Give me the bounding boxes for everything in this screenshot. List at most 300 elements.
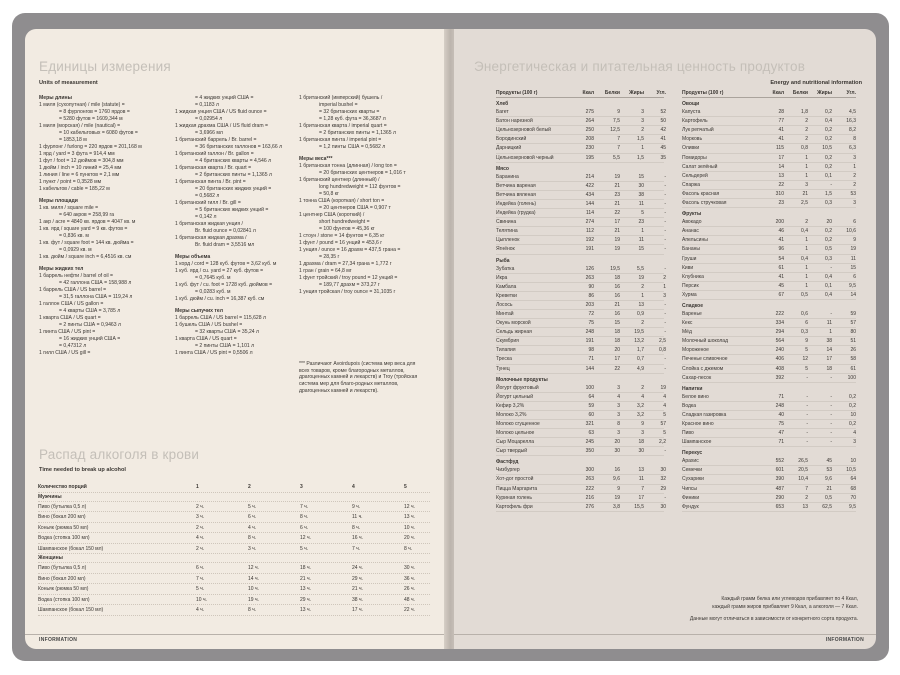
product-cell: Ягнёнок: [496, 246, 515, 253]
value-cell: 11: [638, 200, 644, 207]
table-row: [496, 135, 664, 144]
unit-line: 1 пинта США / US pint = 0,5506 л: [175, 350, 253, 356]
value-cell: 15: [638, 246, 644, 253]
value-cell: 0,2: [825, 228, 832, 235]
value-cell: 3: [641, 118, 644, 125]
product-cell: Финики: [682, 494, 700, 501]
table-row: [496, 274, 664, 283]
alcohol-title: Распад алкоголя в крови: [39, 447, 200, 462]
table-row: [38, 502, 430, 513]
unit-line: = 0,02954 л: [195, 116, 223, 122]
unit-line: = 4 кварты США = 3,785 л: [59, 308, 121, 314]
value-cell: 0,8: [659, 347, 666, 354]
product-cell: Цельнозерновой черный: [496, 154, 554, 161]
unit-line: = 4 британских кварты = 4,546 л: [195, 158, 272, 164]
group-name: Женщины: [38, 555, 63, 561]
value-cell: 1: [805, 163, 808, 170]
column-header: Белки: [604, 90, 620, 96]
table-row: [682, 337, 856, 346]
value-cell: 10,6: [846, 228, 856, 235]
value-cell: 9: [617, 485, 620, 492]
unit-line: 1 пункт / point = 0,3528 мм: [39, 179, 102, 185]
value-cell: 70: [850, 494, 856, 501]
footer-line-right: [454, 634, 876, 635]
category-heading: [496, 98, 664, 108]
product-header: Продукты (100 г): [682, 90, 724, 96]
value-cell: 51: [850, 338, 856, 345]
value-cell: 62,5: [822, 503, 832, 510]
value-cell: 17: [614, 219, 620, 226]
product-cell: Телятина: [496, 228, 518, 235]
table-row: [496, 126, 664, 135]
unit-line: = 2 пинты США = 0,9463 л: [59, 322, 121, 328]
value-cell: 90: [588, 283, 594, 290]
table-row: [496, 108, 664, 117]
value-cell: 3: [663, 292, 666, 299]
value-cell: 80: [850, 329, 856, 336]
unit-line: = 640 акров = 258,99 га: [59, 212, 115, 218]
product-cell: Капуста: [682, 109, 701, 116]
unit-line: 1 британская тонна (длинная) / long ton =: [299, 163, 397, 169]
product-cell: Фасоль стручковая: [682, 200, 727, 207]
value-cell: -: [664, 365, 666, 372]
table-row: [682, 438, 856, 447]
value-cell: 71: [588, 356, 594, 363]
value-cell: 3,2: [637, 402, 644, 409]
value-cell: 26,5: [798, 458, 808, 465]
unit-line: = 1,28 куб. фута = 36,3687 л: [319, 116, 386, 122]
value-cell: -: [806, 421, 808, 427]
value-cell: 18: [614, 329, 620, 336]
nutrition-subtitle: Energy and nutritional information: [770, 80, 862, 86]
product-cell: Цельнозерновой белый: [496, 127, 551, 134]
value-cell: 248: [775, 402, 784, 409]
value-cell: 222: [585, 485, 594, 492]
time-cell: 4 ч.: [196, 607, 205, 613]
value-cell: 274: [585, 219, 594, 226]
value-cell: 19: [614, 494, 620, 501]
time-cell: 7 ч.: [352, 545, 361, 552]
table-header: [682, 89, 856, 98]
value-cell: -: [664, 448, 666, 455]
unit-line: 1 фунт тройский / troy pound = 12 унций =: [299, 275, 398, 281]
value-cell: 5: [805, 347, 808, 354]
product-cell: Минтай: [496, 310, 514, 317]
value-cell: -: [830, 402, 832, 409]
value-cell: 41: [778, 273, 784, 280]
alcohol-table: [38, 482, 430, 616]
value-cell: 2: [805, 219, 808, 226]
time-cell: 8 ч.: [248, 607, 257, 613]
time-cell: 48 ч.: [404, 596, 415, 603]
value-cell: 653: [775, 503, 784, 510]
value-cell: 5,5: [637, 265, 644, 272]
value-cell: 0,4: [825, 291, 832, 298]
unit-line: short hundredweight =: [319, 219, 370, 225]
table-row: [38, 523, 430, 534]
left-footer: INFORMATION: [39, 637, 78, 643]
drink-cell: Пиво (бутылка 0,5 л): [38, 565, 87, 571]
value-cell: 57: [850, 320, 856, 327]
value-cell: 2: [805, 118, 808, 125]
value-cell: 42: [660, 127, 666, 134]
table-row: [496, 245, 664, 254]
value-cell: 9: [641, 421, 644, 427]
nutrition-title: Энергетическая и питательная ценность продуктов: [474, 59, 806, 74]
value-cell: 2: [641, 283, 644, 290]
product-cell: Арахис: [682, 458, 699, 465]
value-cell: 10: [850, 411, 856, 418]
time-cell: 8 ч.: [300, 514, 309, 520]
time-cell: 4 ч.: [196, 535, 205, 541]
category-name: Хлеб: [496, 101, 509, 108]
value-cell: -: [806, 439, 808, 446]
value-cell: -: [830, 310, 832, 317]
value-cell: -: [664, 246, 666, 253]
value-cell: 3: [853, 154, 856, 161]
category-name: Фастфуд: [496, 459, 519, 466]
table-row: [496, 319, 664, 328]
value-cell: 67: [778, 291, 784, 298]
table-header: [496, 89, 664, 98]
value-cell: 9,5: [849, 282, 856, 289]
value-cell: 46: [778, 228, 784, 235]
category-heading: [682, 208, 856, 218]
value-cell: 0,2: [825, 163, 832, 170]
product-cell: Йогурт цельный: [496, 393, 534, 400]
value-cell: 3: [641, 109, 644, 116]
value-cell: 17: [638, 494, 644, 501]
table-row: [682, 163, 856, 172]
value-cell: 264: [585, 118, 594, 125]
table-row: [38, 584, 430, 595]
value-cell: 14: [778, 163, 784, 170]
value-cell: 52: [660, 109, 666, 116]
value-cell: -: [830, 393, 832, 400]
unit-line: 1 кабельтов / cable = 185,22 м: [39, 186, 110, 192]
time-cell: 3 ч.: [196, 514, 205, 520]
product-cell: Помидоры: [682, 154, 707, 161]
value-cell: 300: [585, 467, 594, 474]
value-cell: 1: [805, 172, 808, 179]
category-name: Перекус: [682, 450, 703, 457]
product-cell: Йогурт фруктовый: [496, 384, 539, 391]
value-cell: 321: [585, 421, 594, 427]
unit-line: 1 линия / line = 6 пунктов = 2,1 мм: [39, 172, 120, 178]
table-row: [496, 173, 664, 182]
product-cell: Фундук: [682, 503, 699, 510]
value-cell: 1: [853, 163, 856, 170]
drink-cell: Вино (бокал 200 мл): [38, 575, 86, 582]
value-cell: -: [830, 421, 832, 427]
value-cell: 47: [778, 430, 784, 437]
time-cell: 5: [404, 484, 407, 490]
value-cell: -: [664, 191, 666, 198]
value-cell: 126: [585, 265, 594, 272]
value-cell: 1: [641, 292, 644, 299]
value-cell: 21: [614, 228, 620, 235]
unit-line: = 0,1183 л: [195, 102, 219, 108]
product-cell: Скумбрия: [496, 338, 519, 345]
category-heading: [682, 383, 856, 393]
value-cell: 16,3: [846, 118, 856, 125]
time-cell: 19 ч.: [248, 596, 259, 603]
product-cell: Молоко 3,2%: [496, 411, 527, 418]
value-cell: 3: [617, 384, 620, 391]
product-cell: Свинина: [496, 219, 517, 226]
value-cell: 192: [585, 237, 594, 244]
time-cell: 21 ч.: [300, 575, 311, 582]
product-cell: Мороженое: [682, 347, 709, 354]
value-cell: 38: [638, 191, 644, 198]
value-cell: 1: [805, 273, 808, 280]
value-cell: 0,7: [637, 356, 644, 363]
value-cell: 112: [586, 228, 594, 235]
unit-line: Br. fluid dram = 3,5516 мл: [195, 242, 255, 248]
value-cell: 5: [805, 365, 808, 372]
product-cell: Сладкая газировка: [682, 411, 727, 418]
value-cell: 41: [778, 127, 784, 134]
value-cell: 15: [638, 173, 644, 180]
value-cell: 17: [826, 356, 832, 363]
table-row: [496, 117, 664, 126]
product-cell: Спаржа: [682, 181, 701, 188]
value-cell: 4: [617, 393, 620, 400]
product-cell: Багет: [496, 109, 509, 116]
unit-line: 1 британская кварта / imperial quart =: [299, 123, 387, 129]
value-cell: -: [664, 219, 666, 226]
category-heading: [496, 374, 664, 384]
table-row: [496, 466, 664, 475]
time-cell: 13 ч.: [404, 514, 415, 520]
value-cell: 0,8: [801, 145, 808, 152]
group-name: Мужчины: [38, 493, 62, 500]
value-cell: 30: [614, 448, 620, 455]
table-row: [496, 265, 664, 274]
category-name: Сладкое: [682, 302, 704, 309]
category-heading: [496, 255, 664, 265]
value-cell: 18: [826, 365, 832, 372]
unit-line: = 5 британских жидких унций =: [195, 207, 269, 213]
value-cell: 18: [638, 439, 644, 446]
nutrition-table-right: [682, 89, 856, 512]
value-cell: -: [664, 237, 666, 244]
section-heading: Меры сыпучих тел: [175, 308, 223, 314]
value-cell: 3: [853, 439, 856, 446]
value-cell: 35: [660, 154, 666, 161]
value-cell: 10,5: [822, 145, 832, 152]
product-cell: Батон нарезной: [496, 118, 533, 125]
value-cell: 23: [778, 200, 784, 207]
value-cell: 45: [826, 458, 832, 465]
value-cell: 9: [853, 237, 856, 244]
value-cell: 4,9: [637, 365, 644, 372]
time-cell: 5 ч.: [196, 586, 205, 592]
value-cell: 26: [850, 347, 856, 354]
value-cell: -: [664, 200, 666, 207]
value-cell: 5: [663, 411, 666, 418]
group-heading: [38, 493, 430, 502]
table-row: [682, 126, 856, 135]
table-row: [682, 282, 856, 291]
time-cell: 17 ч.: [352, 607, 363, 613]
value-cell: 19: [638, 274, 644, 281]
value-cell: 1: [805, 246, 808, 253]
value-cell: 71: [778, 439, 784, 446]
value-cell: 8: [617, 421, 620, 427]
unit-line: = 3,6966 мл: [195, 130, 223, 136]
value-cell: 222: [775, 310, 784, 317]
value-cell: 20: [614, 439, 620, 446]
value-cell: 21: [614, 200, 620, 207]
product-cell: Пицца Маргарита: [496, 485, 538, 492]
unit-line: long hundredweight = 112 фунтов =: [319, 184, 401, 190]
value-cell: 100: [847, 374, 856, 381]
value-cell: 13: [638, 467, 644, 474]
value-cell: 53: [826, 467, 832, 474]
value-cell: 3: [617, 402, 620, 409]
table-row: [682, 402, 856, 411]
value-cell: 13,2: [634, 338, 644, 345]
value-cell: 3: [641, 430, 644, 437]
unit-line: 1 британская кварта / Br. quart =: [175, 165, 252, 171]
value-cell: -: [664, 265, 666, 272]
value-cell: 41: [778, 136, 784, 143]
value-cell: 0,2: [825, 237, 832, 244]
product-cell: Картофель фри: [496, 503, 533, 510]
category-heading: [496, 456, 664, 466]
product-cell: Картофель: [682, 118, 708, 125]
time-cell: 7 ч.: [300, 503, 309, 510]
unit-line: 1 галлон США / US gallon =: [39, 301, 104, 307]
product-cell: Сыр твердый: [496, 448, 528, 455]
time-cell: 8 ч.: [404, 545, 413, 552]
value-cell: 230: [585, 145, 594, 152]
value-cell: 15: [850, 264, 856, 271]
value-cell: 4,5: [849, 109, 856, 116]
table-row: [682, 466, 856, 475]
unit-line: 1 кв. ярд / square yard = 9 кв. футов =: [39, 226, 128, 232]
section-heading: Меры жидких тел: [39, 266, 84, 272]
product-cell: Хурма: [682, 291, 697, 298]
value-cell: 0,3: [825, 255, 832, 262]
value-cell: 0,2: [825, 154, 832, 161]
unit-line: 1 миля (морская) / mile (nautical) =: [39, 123, 121, 129]
table-row: [682, 291, 856, 300]
value-cell: 1: [805, 237, 808, 244]
table-row: [682, 485, 856, 494]
units-title: Единицы измерения: [39, 59, 171, 74]
drink-cell: Водка (стопка 100 мл): [38, 535, 90, 541]
value-cell: 22: [778, 181, 784, 188]
unit-line: 1 гран / grain = 64,8 мг: [299, 268, 352, 274]
table-row: [38, 605, 430, 616]
table-row: [682, 144, 856, 153]
unit-line: 1 центнер США (короткий) /: [299, 212, 365, 218]
value-cell: 16: [614, 467, 620, 474]
value-cell: 392: [775, 374, 784, 381]
unit-line: = 0,47312 л: [59, 343, 87, 349]
value-cell: 30: [638, 182, 644, 189]
product-cell: Сельдерей: [682, 172, 708, 179]
table-row: [682, 374, 856, 383]
value-cell: 86: [588, 292, 594, 299]
unit-line: 1 стоун / stone = 14 фунтов = 6,35 кг: [299, 233, 385, 239]
table-row: [496, 236, 664, 245]
unit-line: = 36 британских галлонов = 163,66 л: [195, 144, 283, 150]
value-cell: 20: [614, 347, 620, 354]
table-row: [682, 135, 856, 144]
value-cell: 564: [775, 338, 784, 345]
value-cell: 19: [614, 246, 620, 253]
table-row: [682, 319, 856, 328]
time-cell: 38 ч.: [352, 596, 363, 603]
value-cell: 6: [853, 273, 856, 280]
value-cell: 0,4: [801, 228, 808, 235]
table-row: [682, 227, 856, 236]
time-cell: 29 ч.: [352, 575, 363, 582]
section-heading: Меры площади: [39, 198, 78, 204]
product-cell: Цыпленок: [496, 237, 520, 244]
table-row: [496, 438, 664, 447]
value-cell: 208: [585, 136, 594, 143]
product-cell: Пиво: [682, 430, 694, 437]
value-cell: 53: [850, 190, 856, 197]
value-cell: 0,2: [849, 393, 856, 400]
unit-line: 1 ярд / yard = 3 фута = 914,4 мм: [39, 151, 115, 157]
product-cell: Чипсы: [682, 485, 697, 492]
value-cell: 0,4: [825, 273, 832, 280]
value-cell: 98: [588, 347, 594, 354]
value-cell: 12,5: [610, 127, 620, 134]
value-cell: 60: [588, 411, 594, 418]
time-cell: 8 ч.: [352, 524, 361, 531]
unit-line: = 32 британских кварты =: [319, 109, 380, 115]
value-cell: 21: [614, 182, 620, 189]
value-cell: 334: [775, 320, 784, 327]
value-cell: 2: [641, 320, 644, 327]
unit-line: 1 кварта США / US quart =: [39, 315, 101, 321]
value-cell: 72: [588, 310, 594, 317]
unit-line: = 2 британских пинты = 1,1365 л: [319, 130, 396, 136]
product-cell: Икра: [496, 274, 508, 281]
product-cell: Сельдь жирная: [496, 329, 532, 336]
value-cell: 75: [588, 320, 594, 327]
value-cell: 7: [641, 485, 644, 492]
unit-line: = 0,7645 куб. м: [195, 275, 231, 281]
time-cell: 21 ч.: [352, 586, 363, 592]
product-cell: Ветчина вареная: [496, 182, 536, 189]
value-cell: 1: [805, 264, 808, 271]
value-cell: 19: [660, 384, 666, 391]
product-cell: Красное вино: [682, 421, 714, 427]
value-cell: 13: [638, 301, 644, 308]
value-cell: 10: [850, 458, 856, 465]
category-heading: [682, 447, 856, 457]
table-row: [496, 393, 664, 402]
value-cell: 12: [802, 356, 808, 363]
product-cell: Водка: [682, 402, 697, 409]
table-row: [682, 264, 856, 273]
value-cell: 2: [641, 384, 644, 391]
unit-line: 1 куб. фут / cu. foot = 1728 куб. дюймов =: [175, 282, 273, 288]
time-cell: 10 ч.: [248, 586, 259, 592]
value-cell: 4: [663, 393, 666, 400]
unit-line: = 50,8 кг: [319, 191, 339, 197]
value-cell: 263: [585, 476, 594, 483]
unit-line: 1 акр / acre = 4840 кв. ярдов = 4047 кв. м: [39, 219, 136, 225]
table-row: [682, 245, 856, 254]
